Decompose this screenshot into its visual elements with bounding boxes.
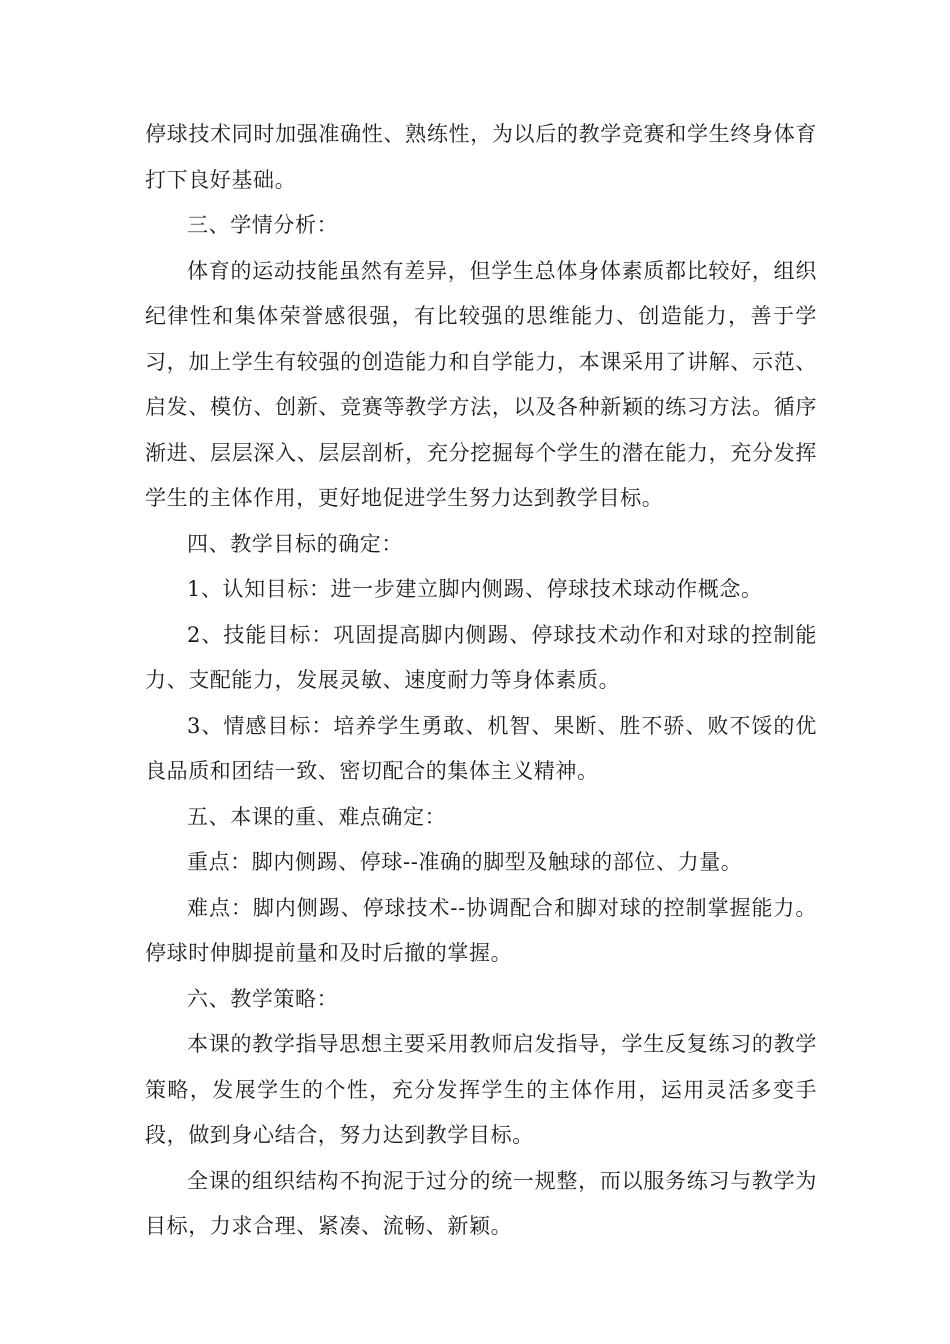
goal-skill: 2、技能目标：巩固提高脚内侧踢、停球技术动作和对球的控制能力、支配能力，发展灵敏、速度耐力等身体素质。 (145, 622, 817, 692)
paragraph-organization: 全课的组织结构不拘泥于过分的统一规整，而以服务练习与教学为目标，力求合理、紧凑、流畅、新颖。 (145, 1168, 817, 1238)
section-heading-learning-analysis: 三、学情分析： (187, 213, 339, 237)
document-body (145, 112, 817, 1250)
key-point: 重点：脚内侧踢、停球--准确的脚型及触球的部位、力量。 (187, 850, 743, 874)
paragraph-learning-analysis: 体育的运动技能虽然有差异，但学生总体身体素质都比较好，组织纪律性和集体荣誉感很强，有比较强的思维能力、创造能力，善于学习，加上学生有较强的创造能力和自学能力，本课采用了讲解、示范、启发、模仿、创新、竞赛等教学方法，以及各种新颖的练习方法。循序渐进、层层深入、层层剖析，充分挖掘每个学生的潜在能力，充分发挥学生的主体作用，更好地促进学生努力达到教学目标。 (145, 258, 817, 510)
section-heading-key-points: 五、本课的重、难点确定： (187, 804, 447, 829)
goal-emotional: 3、情感目标：培养学生勇敢、机智、果断、胜不骄、败不馁的优良品质和团结一致、密切配合的集体主义精神。 (145, 713, 817, 783)
paragraph-teaching-strategy: 本课的教学指导思想主要采用教师启发指导，学生反复练习的教学策略，发展学生的个性，充分发挥学生的主体作用，运用灵活多变手段，做到身心结合，努力达到教学目标。 (145, 1032, 817, 1147)
goal-cognitive: 1、认知目标：进一步建立脚内侧踢、停球技术球动作概念。 (187, 577, 763, 601)
paragraph-continuation: 停球技术同时加强准确性、熟练性，为以后的教学竞赛和学生终身体育打下良好基础。 (145, 122, 817, 192)
section-heading-teaching-goals: 四、教学目标的确定： (187, 531, 403, 556)
section-heading-teaching-strategy: 六、教学策略： (187, 986, 339, 1011)
difficult-point: 难点：脚内侧踢、停球技术--协调配合和脚对球的控制掌握能力。停球时伸脚提前量和及时后撤的掌握。 (145, 895, 817, 965)
